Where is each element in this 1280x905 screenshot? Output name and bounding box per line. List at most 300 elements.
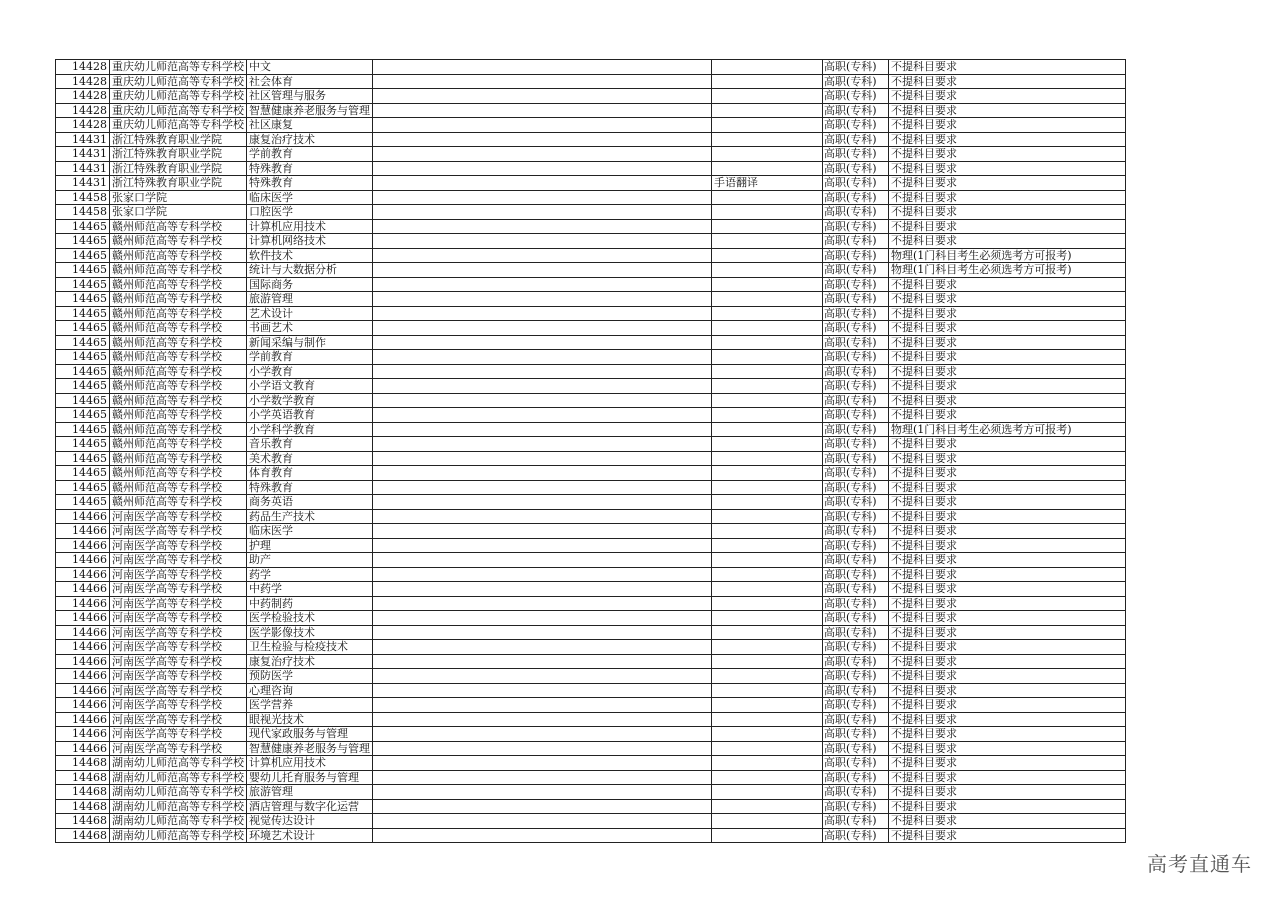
direction-cell [712, 147, 823, 162]
school-name-cell: 河南医学高等专科学校 [110, 596, 247, 611]
subject-requirement-cell: 不提科目要求 [889, 379, 1126, 394]
major-note-cell [373, 611, 712, 626]
major-note-cell [373, 422, 712, 437]
major-name-cell: 婴幼儿托育服务与管理 [247, 770, 373, 785]
school-name-cell: 重庆幼儿师范高等专科学校 [110, 89, 247, 104]
school-name-cell: 浙江特殊教育职业学院 [110, 147, 247, 162]
table-row [56, 161, 1126, 176]
school-name-cell: 湖南幼儿师范高等专科学校 [110, 770, 247, 785]
subject-requirement-cell: 不提科目要求 [889, 596, 1126, 611]
major-name-cell: 新闻采编与制作 [247, 335, 373, 350]
major-note-cell [373, 190, 712, 205]
level-cell: 高职(专科) [823, 132, 889, 147]
school-name-cell: 张家口学院 [110, 190, 247, 205]
level-cell: 高职(专科) [823, 785, 889, 800]
school-code-cell: 14428 [56, 103, 110, 118]
school-code-cell: 14466 [56, 567, 110, 582]
table-row [56, 306, 1126, 321]
level-cell: 高职(专科) [823, 553, 889, 568]
level-cell: 高职(专科) [823, 596, 889, 611]
direction-cell [712, 611, 823, 626]
table-row [56, 524, 1126, 539]
direction-cell [712, 654, 823, 669]
level-cell: 高职(专科) [823, 625, 889, 640]
direction-cell [712, 234, 823, 249]
school-name-cell: 浙江特殊教育职业学院 [110, 161, 247, 176]
major-note-cell [373, 625, 712, 640]
school-code-cell: 14468 [56, 770, 110, 785]
major-note-cell [373, 741, 712, 756]
level-cell: 高职(专科) [823, 712, 889, 727]
major-name-cell: 社区管理与服务 [247, 89, 373, 104]
school-name-cell: 河南医学高等专科学校 [110, 509, 247, 524]
subject-requirement-cell: 不提科目要求 [889, 103, 1126, 118]
direction-cell [712, 292, 823, 307]
major-name-cell: 药学 [247, 567, 373, 582]
major-name-cell: 计算机应用技术 [247, 219, 373, 234]
school-code-cell: 14428 [56, 60, 110, 75]
school-name-cell: 赣州师范高等专科学校 [110, 364, 247, 379]
school-code-cell: 14468 [56, 785, 110, 800]
table-row [56, 277, 1126, 292]
level-cell: 高职(专科) [823, 190, 889, 205]
school-code-cell: 14465 [56, 277, 110, 292]
major-note-cell [373, 785, 712, 800]
major-note-cell [373, 147, 712, 162]
table-row [56, 89, 1126, 104]
major-name-cell: 国际商务 [247, 277, 373, 292]
table-row [56, 132, 1126, 147]
school-code-cell: 14466 [56, 582, 110, 597]
direction-cell [712, 480, 823, 495]
school-code-cell: 14465 [56, 350, 110, 365]
level-cell: 高职(专科) [823, 451, 889, 466]
table-row [56, 582, 1126, 597]
direction-cell [712, 306, 823, 321]
subject-requirement-cell: 不提科目要求 [889, 640, 1126, 655]
level-cell: 高职(专科) [823, 422, 889, 437]
subject-requirement-cell: 物理(1门科目考生必须选考方可报考) [889, 248, 1126, 263]
school-name-cell: 赣州师范高等专科学校 [110, 422, 247, 437]
table-row [56, 335, 1126, 350]
table-row [56, 292, 1126, 307]
table-row [56, 437, 1126, 452]
direction-cell [712, 103, 823, 118]
subject-requirement-cell: 不提科目要求 [889, 756, 1126, 771]
major-name-cell: 计算机应用技术 [247, 756, 373, 771]
major-name-cell: 视觉传达设计 [247, 814, 373, 829]
major-note-cell [373, 364, 712, 379]
school-name-cell: 湖南幼儿师范高等专科学校 [110, 828, 247, 843]
level-cell: 高职(专科) [823, 524, 889, 539]
school-code-cell: 14428 [56, 74, 110, 89]
major-note-cell [373, 480, 712, 495]
school-name-cell: 赣州师范高等专科学校 [110, 350, 247, 365]
school-name-cell: 重庆幼儿师范高等专科学校 [110, 118, 247, 133]
level-cell: 高职(专科) [823, 147, 889, 162]
subject-requirement-cell: 不提科目要求 [889, 277, 1126, 292]
direction-cell [712, 669, 823, 684]
direction-cell [712, 263, 823, 278]
level-cell: 高职(专科) [823, 408, 889, 423]
table-row [56, 147, 1126, 162]
school-code-cell: 14465 [56, 248, 110, 263]
direction-cell [712, 393, 823, 408]
subject-requirement-cell: 不提科目要求 [889, 611, 1126, 626]
table-row [56, 596, 1126, 611]
subject-requirement-cell: 不提科目要求 [889, 437, 1126, 452]
subject-requirement-cell: 不提科目要求 [889, 176, 1126, 191]
school-code-cell: 14468 [56, 799, 110, 814]
school-code-cell: 14465 [56, 451, 110, 466]
school-name-cell: 河南医学高等专科学校 [110, 611, 247, 626]
subject-requirement-cell: 不提科目要求 [889, 292, 1126, 307]
school-name-cell: 河南医学高等专科学校 [110, 640, 247, 655]
major-name-cell: 中文 [247, 60, 373, 75]
major-name-cell: 康复治疗技术 [247, 654, 373, 669]
school-code-cell: 14466 [56, 553, 110, 568]
direction-cell [712, 741, 823, 756]
level-cell: 高职(专科) [823, 683, 889, 698]
major-name-cell: 社区康复 [247, 118, 373, 133]
direction-cell [712, 60, 823, 75]
school-code-cell: 14465 [56, 219, 110, 234]
direction-cell [712, 596, 823, 611]
school-code-cell: 14466 [56, 727, 110, 742]
school-code-cell: 14466 [56, 611, 110, 626]
direction-cell [712, 451, 823, 466]
major-note-cell [373, 727, 712, 742]
school-name-cell: 浙江特殊教育职业学院 [110, 132, 247, 147]
major-name-cell: 医学检验技术 [247, 611, 373, 626]
table-row [56, 785, 1126, 800]
major-note-cell [373, 205, 712, 220]
subject-requirement-cell: 不提科目要求 [889, 219, 1126, 234]
school-code-cell: 14465 [56, 292, 110, 307]
school-name-cell: 赣州师范高等专科学校 [110, 379, 247, 394]
school-name-cell: 赣州师范高等专科学校 [110, 263, 247, 278]
level-cell: 高职(专科) [823, 669, 889, 684]
school-name-cell: 河南医学高等专科学校 [110, 698, 247, 713]
direction-cell [712, 538, 823, 553]
school-code-cell: 14466 [56, 596, 110, 611]
school-code-cell: 14466 [56, 509, 110, 524]
school-name-cell: 河南医学高等专科学校 [110, 538, 247, 553]
level-cell: 高职(专科) [823, 234, 889, 249]
table-row [56, 669, 1126, 684]
subject-requirement-cell: 不提科目要求 [889, 74, 1126, 89]
subject-requirement-cell: 物理(1门科目考生必须选考方可报考) [889, 263, 1126, 278]
level-cell: 高职(专科) [823, 161, 889, 176]
subject-requirement-cell: 不提科目要求 [889, 364, 1126, 379]
major-note-cell [373, 132, 712, 147]
direction-cell [712, 422, 823, 437]
major-name-cell: 小学教育 [247, 364, 373, 379]
major-name-cell: 旅游管理 [247, 785, 373, 800]
direction-cell [712, 408, 823, 423]
school-code-cell: 14431 [56, 132, 110, 147]
school-name-cell: 赣州师范高等专科学校 [110, 248, 247, 263]
school-name-cell: 赣州师范高等专科学校 [110, 451, 247, 466]
subject-requirement-cell: 不提科目要求 [889, 683, 1126, 698]
school-code-cell: 14431 [56, 176, 110, 191]
school-code-cell: 14465 [56, 321, 110, 336]
major-name-cell: 商务英语 [247, 495, 373, 510]
level-cell: 高职(专科) [823, 277, 889, 292]
major-note-cell [373, 176, 712, 191]
level-cell: 高职(专科) [823, 727, 889, 742]
school-code-cell: 14465 [56, 306, 110, 321]
major-note-cell [373, 118, 712, 133]
major-name-cell: 学前教育 [247, 350, 373, 365]
level-cell: 高职(专科) [823, 205, 889, 220]
subject-requirement-cell: 不提科目要求 [889, 161, 1126, 176]
major-note-cell [373, 292, 712, 307]
major-note-cell [373, 567, 712, 582]
major-note-cell [373, 756, 712, 771]
school-name-cell: 湖南幼儿师范高等专科学校 [110, 814, 247, 829]
subject-requirement-cell: 不提科目要求 [889, 335, 1126, 350]
major-note-cell [373, 654, 712, 669]
school-code-cell: 14465 [56, 422, 110, 437]
level-cell: 高职(专科) [823, 335, 889, 350]
major-note-cell [373, 74, 712, 89]
subject-requirement-cell: 不提科目要求 [889, 567, 1126, 582]
school-name-cell: 赣州师范高等专科学校 [110, 277, 247, 292]
level-cell: 高职(专科) [823, 640, 889, 655]
subject-requirement-cell: 不提科目要求 [889, 89, 1126, 104]
subject-requirement-cell: 不提科目要求 [889, 234, 1126, 249]
table-row [56, 393, 1126, 408]
level-cell: 高职(专科) [823, 538, 889, 553]
major-name-cell: 计算机网络技术 [247, 234, 373, 249]
school-name-cell: 重庆幼儿师范高等专科学校 [110, 103, 247, 118]
major-name-cell: 助产 [247, 553, 373, 568]
subject-requirement-cell: 物理(1门科目考生必须选考方可报考) [889, 422, 1126, 437]
table-row [56, 234, 1126, 249]
table-row [56, 190, 1126, 205]
subject-requirement-cell: 不提科目要求 [889, 205, 1126, 220]
level-cell: 高职(专科) [823, 466, 889, 481]
school-name-cell: 浙江特殊教育职业学院 [110, 176, 247, 191]
level-cell: 高职(专科) [823, 393, 889, 408]
major-note-cell [373, 553, 712, 568]
major-note-cell [373, 538, 712, 553]
level-cell: 高职(专科) [823, 770, 889, 785]
direction-cell [712, 582, 823, 597]
direction-cell [712, 437, 823, 452]
subject-requirement-cell: 不提科目要求 [889, 669, 1126, 684]
school-name-cell: 赣州师范高等专科学校 [110, 321, 247, 336]
major-note-cell [373, 60, 712, 75]
major-note-cell [373, 234, 712, 249]
school-name-cell: 河南医学高等专科学校 [110, 567, 247, 582]
school-name-cell: 张家口学院 [110, 205, 247, 220]
major-note-cell [373, 393, 712, 408]
table-row [56, 770, 1126, 785]
major-note-cell [373, 161, 712, 176]
school-code-cell: 14465 [56, 408, 110, 423]
direction-cell [712, 828, 823, 843]
major-name-cell: 中药制药 [247, 596, 373, 611]
table-row [56, 60, 1126, 75]
major-note-cell [373, 103, 712, 118]
subject-requirement-cell: 不提科目要求 [889, 538, 1126, 553]
school-name-cell: 赣州师范高等专科学校 [110, 466, 247, 481]
level-cell: 高职(专科) [823, 582, 889, 597]
table-row [56, 364, 1126, 379]
table-row [56, 118, 1126, 133]
level-cell: 高职(专科) [823, 321, 889, 336]
school-code-cell: 14465 [56, 393, 110, 408]
level-cell: 高职(专科) [823, 263, 889, 278]
table-row [56, 756, 1126, 771]
direction-cell [712, 350, 823, 365]
major-name-cell: 小学数学教育 [247, 393, 373, 408]
direction-cell [712, 712, 823, 727]
table-row [56, 480, 1126, 495]
subject-requirement-cell: 不提科目要求 [889, 451, 1126, 466]
direction-cell [712, 321, 823, 336]
direction-cell [712, 89, 823, 104]
school-name-cell: 河南医学高等专科学校 [110, 741, 247, 756]
subject-requirement-cell: 不提科目要求 [889, 712, 1126, 727]
table-row [56, 408, 1126, 423]
major-name-cell: 中药学 [247, 582, 373, 597]
level-cell: 高职(专科) [823, 60, 889, 75]
major-name-cell: 体育教育 [247, 466, 373, 481]
direction-cell [712, 785, 823, 800]
school-code-cell: 14465 [56, 437, 110, 452]
school-code-cell: 14466 [56, 625, 110, 640]
major-name-cell: 眼视光技术 [247, 712, 373, 727]
school-code-cell: 14466 [56, 712, 110, 727]
level-cell: 高职(专科) [823, 756, 889, 771]
school-code-cell: 14465 [56, 466, 110, 481]
major-note-cell [373, 640, 712, 655]
direction-cell [712, 495, 823, 510]
subject-requirement-cell: 不提科目要求 [889, 828, 1126, 843]
school-code-cell: 14431 [56, 161, 110, 176]
subject-requirement-cell: 不提科目要求 [889, 466, 1126, 481]
direction-cell [712, 364, 823, 379]
major-note-cell [373, 814, 712, 829]
school-code-cell: 14465 [56, 335, 110, 350]
table-row [56, 640, 1126, 655]
school-name-cell: 河南医学高等专科学校 [110, 625, 247, 640]
school-code-cell: 14458 [56, 190, 110, 205]
direction-cell [712, 161, 823, 176]
subject-requirement-cell: 不提科目要求 [889, 118, 1126, 133]
subject-requirement-cell: 不提科目要求 [889, 147, 1126, 162]
school-name-cell: 赣州师范高等专科学校 [110, 408, 247, 423]
major-note-cell [373, 379, 712, 394]
major-name-cell: 预防医学 [247, 669, 373, 684]
table-row [56, 350, 1126, 365]
major-name-cell: 书画艺术 [247, 321, 373, 336]
table-row [56, 553, 1126, 568]
major-name-cell: 艺术设计 [247, 306, 373, 321]
subject-requirement-cell: 不提科目要求 [889, 350, 1126, 365]
table-row [56, 205, 1126, 220]
major-name-cell: 小学科学教育 [247, 422, 373, 437]
school-name-cell: 河南医学高等专科学校 [110, 582, 247, 597]
school-name-cell: 重庆幼儿师范高等专科学校 [110, 60, 247, 75]
major-name-cell: 软件技术 [247, 248, 373, 263]
major-note-cell [373, 263, 712, 278]
direction-cell [712, 698, 823, 713]
table-row [56, 466, 1126, 481]
watermark-text: 高考直通车 [1147, 852, 1252, 876]
school-code-cell: 14466 [56, 698, 110, 713]
major-name-cell: 统计与大数据分析 [247, 263, 373, 278]
school-name-cell: 湖南幼儿师范高等专科学校 [110, 785, 247, 800]
school-name-cell: 赣州师范高等专科学校 [110, 495, 247, 510]
direction-cell [712, 219, 823, 234]
school-name-cell: 赣州师范高等专科学校 [110, 219, 247, 234]
school-code-cell: 14466 [56, 741, 110, 756]
direction-cell [712, 74, 823, 89]
level-cell: 高职(专科) [823, 89, 889, 104]
level-cell: 高职(专科) [823, 103, 889, 118]
major-name-cell: 临床医学 [247, 190, 373, 205]
direction-cell [712, 466, 823, 481]
school-name-cell: 赣州师范高等专科学校 [110, 437, 247, 452]
subject-requirement-cell: 不提科目要求 [889, 495, 1126, 510]
level-cell: 高职(专科) [823, 654, 889, 669]
major-name-cell: 学前教育 [247, 147, 373, 162]
major-name-cell: 临床医学 [247, 524, 373, 539]
school-code-cell: 14468 [56, 828, 110, 843]
major-note-cell [373, 799, 712, 814]
table-row [56, 538, 1126, 553]
level-cell: 高职(专科) [823, 741, 889, 756]
table-row [56, 219, 1126, 234]
school-code-cell: 14465 [56, 234, 110, 249]
school-name-cell: 河南医学高等专科学校 [110, 683, 247, 698]
major-name-cell: 特殊教育 [247, 480, 373, 495]
major-note-cell [373, 669, 712, 684]
direction-cell [712, 683, 823, 698]
table-row [56, 741, 1126, 756]
school-code-cell: 14466 [56, 683, 110, 698]
major-note-cell [373, 89, 712, 104]
major-note-cell [373, 219, 712, 234]
direction-cell [712, 379, 823, 394]
table-row [56, 379, 1126, 394]
major-note-cell [373, 248, 712, 263]
school-name-cell: 赣州师范高等专科学校 [110, 335, 247, 350]
direction-cell [712, 756, 823, 771]
school-code-cell: 14465 [56, 480, 110, 495]
school-code-cell: 14466 [56, 669, 110, 684]
subject-requirement-cell: 不提科目要求 [889, 524, 1126, 539]
major-note-cell [373, 596, 712, 611]
table-row [56, 712, 1126, 727]
major-name-cell: 康复治疗技术 [247, 132, 373, 147]
subject-requirement-cell: 不提科目要求 [889, 814, 1126, 829]
major-name-cell: 护理 [247, 538, 373, 553]
school-name-cell: 赣州师范高等专科学校 [110, 393, 247, 408]
table-row [56, 451, 1126, 466]
major-note-cell [373, 335, 712, 350]
school-code-cell: 14431 [56, 147, 110, 162]
table-row [56, 248, 1126, 263]
school-name-cell: 湖南幼儿师范高等专科学校 [110, 799, 247, 814]
direction-cell [712, 509, 823, 524]
table-row [56, 263, 1126, 278]
major-name-cell: 社会体育 [247, 74, 373, 89]
